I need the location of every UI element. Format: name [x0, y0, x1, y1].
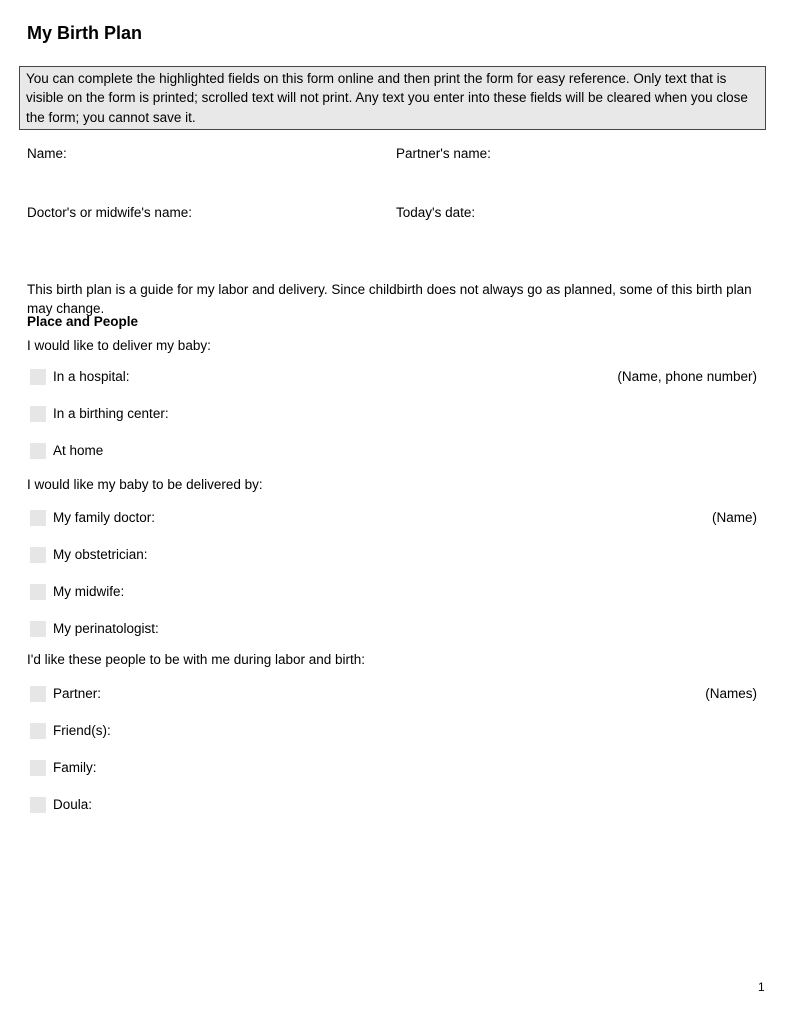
option-row-my-perinatologist — [0, 620, 790, 637]
option-row-friends — [0, 722, 790, 739]
option-row-at-home — [0, 442, 790, 459]
friends-label: Friend(s): — [53, 723, 111, 738]
in-a-birthing-center-checkbox[interactable] — [30, 406, 46, 422]
partner-name-input[interactable] — [505, 143, 763, 161]
friends-checkbox[interactable] — [30, 723, 46, 739]
todays-date-label: Today's date: — [396, 205, 476, 220]
partner-checkbox[interactable] — [30, 686, 46, 702]
family-label: Family: — [53, 760, 97, 775]
doula-label: Doula: — [53, 797, 93, 812]
partner-hint: (Names) — [705, 686, 757, 701]
birthing-center-input[interactable] — [179, 406, 747, 422]
partner-label: Partner: — [53, 686, 102, 701]
partner-name-label: Partner's name: — [396, 146, 491, 161]
page-number: 1 — [758, 980, 765, 994]
option-row-family — [0, 759, 790, 776]
instructions-notice-text: You can complete the highlighted fields on this form online and then print the form for easy reference. Only text that is visible on the form is printed; scrolled text will not print. Any text you enter into these fields will be cleared when you close the form; you cannot save it. — [26, 71, 748, 125]
option-row-in-a-birthing-center — [0, 405, 790, 422]
hospital-name-phone-input[interactable] — [140, 369, 608, 385]
family-names-input[interactable] — [107, 760, 748, 776]
partner-names-input[interactable] — [111, 686, 695, 702]
my-obstetrician-checkbox[interactable] — [30, 547, 46, 563]
hospital-hint: (Name, phone number) — [617, 369, 757, 384]
family-doctor-hint: (Name) — [711, 510, 757, 525]
friends-names-input[interactable] — [121, 723, 747, 739]
my-family-doctor-label: My family doctor: — [53, 510, 156, 525]
perinatologist-name-input[interactable] — [169, 621, 747, 637]
my-midwife-checkbox[interactable] — [30, 584, 46, 600]
prompt-people-with-me: I'd like these people to be with me during labor and birth: — [27, 652, 366, 667]
in-a-hospital-label: In a hospital: — [53, 369, 130, 384]
obstetrician-name-input[interactable] — [158, 547, 747, 563]
at-home-checkbox[interactable] — [30, 443, 46, 459]
midwife-name-input[interactable] — [134, 584, 747, 600]
doctor-midwife-name-input[interactable] — [213, 202, 384, 220]
doula-name-input[interactable] — [102, 797, 747, 813]
my-midwife-label: My midwife: — [53, 584, 125, 599]
in-a-hospital-checkbox[interactable] — [30, 369, 46, 385]
option-row-my-obstetrician — [0, 546, 790, 563]
intro-paragraph: This birth plan is a guide for my labor and delivery. Since childbirth does not always go as planned, some of this birth plan may change. — [27, 281, 752, 316]
doctor-midwife-name-label: Doctor's or midwife's name: — [27, 205, 192, 220]
todays-date-input[interactable] — [488, 202, 763, 220]
in-a-birthing-center-label: In a birthing center: — [53, 406, 169, 421]
option-row-partner — [0, 685, 790, 702]
doula-checkbox[interactable] — [30, 797, 46, 813]
section-heading-place-and-people: Place and People — [27, 314, 139, 329]
at-home-label: At home — [53, 443, 104, 458]
option-row-my-midwife — [0, 583, 790, 600]
option-row-doula — [0, 796, 790, 813]
my-perinatologist-label: My perinatologist: — [53, 621, 159, 636]
my-family-doctor-checkbox[interactable] — [30, 510, 46, 526]
family-checkbox[interactable] — [30, 760, 46, 776]
family-doctor-name-input[interactable] — [165, 510, 702, 526]
option-row-in-a-hospital — [0, 368, 790, 385]
name-label: Name: — [27, 146, 67, 161]
my-perinatologist-checkbox[interactable] — [30, 621, 46, 637]
my-obstetrician-label: My obstetrician: — [53, 547, 148, 562]
prompt-delivered-by: I would like my baby to be delivered by: — [27, 477, 263, 492]
instructions-notice — [19, 66, 766, 130]
prompt-deliver-my-baby: I would like to deliver my baby: — [27, 338, 211, 353]
page-title: My Birth Plan — [27, 23, 143, 43]
option-row-my-family-doctor — [0, 509, 790, 526]
name-input[interactable] — [76, 143, 384, 161]
